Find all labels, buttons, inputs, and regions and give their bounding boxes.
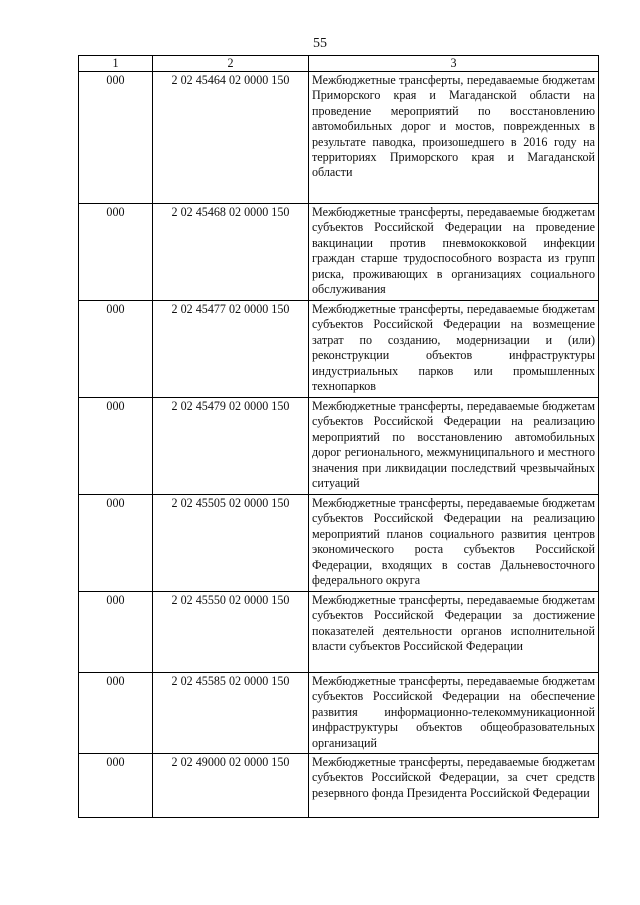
table-row [79, 592, 599, 673]
admin-code-cell: 000 [79, 204, 153, 301]
budget-code-cell: 2 02 45550 02 0000 150 [153, 592, 309, 673]
column-header-1: 1 [79, 56, 153, 72]
description-cell: Межбюджетные трансферты, передаваемые бюджетам субъектов Российской Федерации на реализацию мероприятий планов социального развития центров экономического роста субъектов Российской Федерации, входящих в состав Дальневосточного федерального округа [309, 495, 599, 592]
table-row [79, 72, 599, 204]
description-cell: Межбюджетные трансферты, передаваемые бюджетам субъектов Российской Федерации, за счет средств резервного фонда Президента Российской Федерации [309, 754, 599, 818]
admin-code-cell: 000 [79, 754, 153, 818]
budget-classification-table [78, 55, 599, 818]
description-cell: Межбюджетные трансферты, передаваемые бюджетам субъектов Российской Федерации на реализацию мероприятий по восстановлению автомобильных дорог регионального, межмуниципального и местного значения при ликвидации последствий чрезвычайных ситуаций [309, 398, 599, 495]
table-row [79, 673, 599, 754]
admin-code-cell: 000 [79, 495, 153, 592]
description-cell: Межбюджетные трансферты, передаваемые бюджетам субъектов Российской Федерации на возмещение затрат по созданию, модернизации и (или) реконструкции объектов инфраструктуры индустриальных парков или промышленных технопарков [309, 301, 599, 398]
budget-code-cell: 2 02 45477 02 0000 150 [153, 301, 309, 398]
page-number: 55 [313, 36, 327, 51]
description-cell: Межбюджетные трансферты, передаваемые бюджетам субъектов Российской Федерации на обеспечение развития информационно-телекоммуникационной инфраструктуры объектов общеобразовательных организаций [309, 673, 599, 754]
budget-code-cell: 2 02 45585 02 0000 150 [153, 673, 309, 754]
table-row [79, 754, 599, 818]
description-cell: Межбюджетные трансферты, передаваемые бюджетам субъектов Российской Федерации за достижение показателей деятельности органов исполнительной власти субъектов Российской Федерации [309, 592, 599, 673]
budget-code-cell: 2 02 45468 02 0000 150 [153, 204, 309, 301]
description-cell: Межбюджетные трансферты, передаваемые бюджетам Приморского края и Магаданской области на проведение мероприятий по восстановлению автомобильных дорог и мостов, поврежденных в результате паводка, произошедшего в 2016 году на территориях Приморского края и Магаданской области [309, 72, 599, 204]
description-cell: Межбюджетные трансферты, передаваемые бюджетам субъектов Российской Федерации на проведение вакцинации против пневмококковой инфекции граждан старше трудоспособного возраста из групп риска, проживающих в организациях социального обслуживания [309, 204, 599, 301]
table-header-row [79, 56, 599, 72]
table-row [79, 398, 599, 495]
admin-code-cell: 000 [79, 398, 153, 495]
admin-code-cell: 000 [79, 673, 153, 754]
table-row [79, 301, 599, 398]
budget-code-cell: 2 02 45479 02 0000 150 [153, 398, 309, 495]
budget-code-cell: 2 02 45505 02 0000 150 [153, 495, 309, 592]
table-row [79, 204, 599, 301]
admin-code-cell: 000 [79, 72, 153, 204]
column-header-3: 3 [309, 56, 599, 72]
budget-code-cell: 2 02 45464 02 0000 150 [153, 72, 309, 204]
admin-code-cell: 000 [79, 592, 153, 673]
budget-code-cell: 2 02 49000 02 0000 150 [153, 754, 309, 818]
table-row [79, 495, 599, 592]
column-header-2: 2 [153, 56, 309, 72]
admin-code-cell: 000 [79, 301, 153, 398]
